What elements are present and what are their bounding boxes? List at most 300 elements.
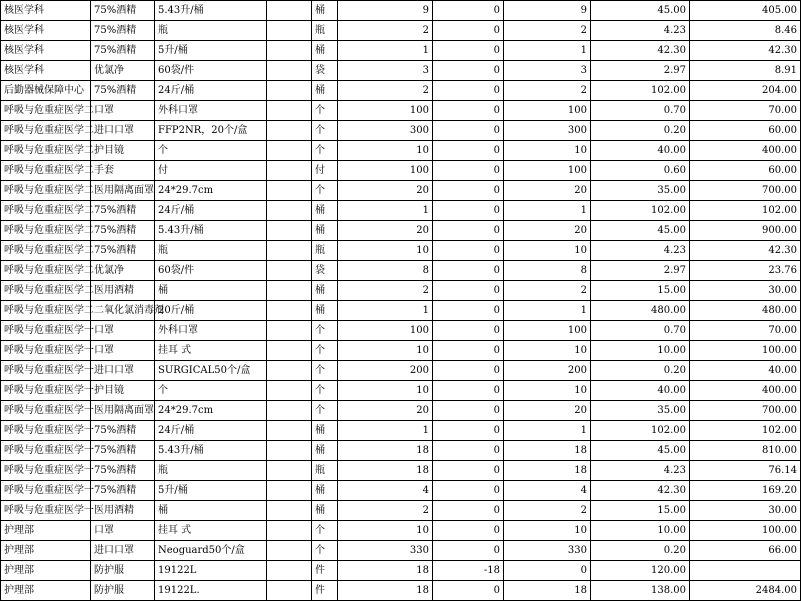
specification-cell: 24斤/桶 xyxy=(155,201,267,221)
adjustment-cell: 0 xyxy=(433,461,504,481)
specification-cell: Neoguard50个/盒 xyxy=(155,541,267,561)
specification-cell: 60袋/件 xyxy=(155,261,267,281)
blank-cell xyxy=(267,281,312,301)
blank-cell xyxy=(267,501,312,521)
blank-cell xyxy=(267,261,312,281)
balance-cell: 300 xyxy=(504,121,591,141)
blank-cell xyxy=(267,141,312,161)
unit-price-cell: 102.00 xyxy=(591,201,690,221)
specification-cell: 20斤/桶 xyxy=(155,301,267,321)
amount-cell: 700.00 xyxy=(690,181,801,201)
unit-cell: 个 xyxy=(312,341,338,361)
item-name-cell: 75%酒精 xyxy=(91,1,155,21)
blank-cell xyxy=(267,21,312,41)
specification-cell: FFP2NR，20个/盒 xyxy=(155,121,267,141)
department-cell: 核医学科 xyxy=(1,41,91,61)
amount-cell: 204.00 xyxy=(690,81,801,101)
table-row xyxy=(1,441,801,461)
unit-cell: 个 xyxy=(312,361,338,381)
adjustment-cell: 0 xyxy=(433,521,504,541)
specification-cell: 瓶 xyxy=(155,21,267,41)
specification-cell: 24*29.7cm xyxy=(155,181,267,201)
department-cell: 呼吸与危重症医学二 xyxy=(1,121,91,141)
specification-cell: 5.43升/桶 xyxy=(155,441,267,461)
blank-cell xyxy=(267,521,312,541)
item-name-cell: 口罩 xyxy=(91,521,155,541)
balance-cell: 10 xyxy=(504,141,591,161)
table-row xyxy=(1,401,801,421)
adjustment-cell: 0 xyxy=(433,261,504,281)
specification-cell: 5升/桶 xyxy=(155,41,267,61)
item-name-cell: 医用隔离面罩 xyxy=(91,181,155,201)
table-row xyxy=(1,261,801,281)
blank-cell xyxy=(267,321,312,341)
department-cell: 呼吸与危重症医学一 xyxy=(1,341,91,361)
specification-cell: 5升/桶 xyxy=(155,481,267,501)
department-cell: 呼吸与危重症医学二 xyxy=(1,181,91,201)
balance-cell: 100 xyxy=(504,161,591,181)
unit-cell: 桶 xyxy=(312,481,338,501)
adjustment-cell: 0 xyxy=(433,421,504,441)
quantity-cell: 10 xyxy=(338,241,433,261)
amount-cell: 42.30 xyxy=(690,241,801,261)
item-name-cell: 75%酒精 xyxy=(91,221,155,241)
item-name-cell: 进口口罩 xyxy=(91,541,155,561)
item-name-cell: 防护服 xyxy=(91,561,155,581)
balance-cell: 10 xyxy=(504,241,591,261)
quantity-cell: 1 xyxy=(338,201,433,221)
balance-cell: 10 xyxy=(504,381,591,401)
unit-cell: 桶 xyxy=(312,221,338,241)
blank-cell xyxy=(267,81,312,101)
adjustment-cell: 0 xyxy=(433,181,504,201)
amount-cell: 30.00 xyxy=(690,501,801,521)
quantity-cell: 10 xyxy=(338,381,433,401)
item-name-cell: 75%酒精 xyxy=(91,441,155,461)
unit-price-cell: 0.20 xyxy=(591,361,690,381)
department-cell: 护理部 xyxy=(1,541,91,561)
adjustment-cell: 0 xyxy=(433,301,504,321)
quantity-cell: 18 xyxy=(338,581,433,601)
balance-cell: 2 xyxy=(504,21,591,41)
table-row xyxy=(1,121,801,141)
amount-cell: 102.00 xyxy=(690,421,801,441)
adjustment-cell: 0 xyxy=(433,121,504,141)
item-name-cell: 护目镜 xyxy=(91,381,155,401)
amount-cell: 100.00 xyxy=(690,341,801,361)
table-row xyxy=(1,61,801,81)
blank-cell xyxy=(267,121,312,141)
unit-price-cell: 0.70 xyxy=(591,101,690,121)
adjustment-cell: 0 xyxy=(433,321,504,341)
department-cell: 护理部 xyxy=(1,561,91,581)
unit-price-cell: 4.23 xyxy=(591,21,690,41)
balance-cell: 200 xyxy=(504,361,591,381)
department-cell: 呼吸与危重症医学二 xyxy=(1,281,91,301)
quantity-cell: 1 xyxy=(338,301,433,321)
department-cell: 呼吸与危重症医学一 xyxy=(1,321,91,341)
quantity-cell: 20 xyxy=(338,221,433,241)
unit-price-cell: 15.00 xyxy=(591,281,690,301)
quantity-cell: 100 xyxy=(338,321,433,341)
department-cell: 呼吸与危重症医学一 xyxy=(1,481,91,501)
specification-cell: 桶 xyxy=(155,501,267,521)
quantity-cell: 200 xyxy=(338,361,433,381)
item-name-cell: 75%酒精 xyxy=(91,241,155,261)
adjustment-cell: 0 xyxy=(433,241,504,261)
table-row xyxy=(1,281,801,301)
item-name-cell: 口罩 xyxy=(91,101,155,121)
specification-cell: 19122L xyxy=(155,561,267,581)
quantity-cell: 18 xyxy=(338,561,433,581)
department-cell: 护理部 xyxy=(1,581,91,601)
table-body xyxy=(1,1,801,601)
department-cell: 呼吸与危重症医学二 xyxy=(1,161,91,181)
item-name-cell: 75%酒精 xyxy=(91,81,155,101)
table-row xyxy=(1,501,801,521)
item-name-cell: 医用酒精 xyxy=(91,501,155,521)
unit-cell: 个 xyxy=(312,121,338,141)
balance-cell: 3 xyxy=(504,61,591,81)
specification-cell: 挂耳 式 xyxy=(155,341,267,361)
unit-cell: 瓶 xyxy=(312,461,338,481)
specification-cell: 60袋/件 xyxy=(155,61,267,81)
blank-cell xyxy=(267,421,312,441)
specification-cell: 24斤/桶 xyxy=(155,421,267,441)
adjustment-cell: 0 xyxy=(433,41,504,61)
adjustment-cell: 0 xyxy=(433,61,504,81)
unit-cell: 件 xyxy=(312,561,338,581)
quantity-cell: 300 xyxy=(338,121,433,141)
unit-cell: 桶 xyxy=(312,421,338,441)
balance-cell: 0 xyxy=(504,561,591,581)
quantity-cell: 100 xyxy=(338,101,433,121)
specification-cell: 外科口罩 xyxy=(155,101,267,121)
unit-cell: 个 xyxy=(312,521,338,541)
quantity-cell: 9 xyxy=(338,1,433,21)
amount-cell: 810.00 xyxy=(690,441,801,461)
item-name-cell: 优氯净 xyxy=(91,261,155,281)
blank-cell xyxy=(267,481,312,501)
unit-price-cell: 0.20 xyxy=(591,541,690,561)
department-cell: 呼吸与危重症医学二 xyxy=(1,141,91,161)
adjustment-cell: 0 xyxy=(433,401,504,421)
adjustment-cell: 0 xyxy=(433,361,504,381)
balance-cell: 330 xyxy=(504,541,591,561)
department-cell: 核医学科 xyxy=(1,1,91,21)
table-row xyxy=(1,81,801,101)
table-row xyxy=(1,341,801,361)
specification-cell: 桶 xyxy=(155,281,267,301)
item-name-cell: 75%酒精 xyxy=(91,21,155,41)
unit-cell: 个 xyxy=(312,401,338,421)
adjustment-cell: -18 xyxy=(433,561,504,581)
adjustment-cell: 0 xyxy=(433,161,504,181)
adjustment-cell: 0 xyxy=(433,381,504,401)
quantity-cell: 10 xyxy=(338,341,433,361)
unit-cell: 桶 xyxy=(312,81,338,101)
unit-cell: 个 xyxy=(312,181,338,201)
unit-price-cell: 2.97 xyxy=(591,261,690,281)
unit-cell: 桶 xyxy=(312,41,338,61)
item-name-cell: 75%酒精 xyxy=(91,421,155,441)
unit-price-cell: 45.00 xyxy=(591,221,690,241)
unit-price-cell: 0.60 xyxy=(591,161,690,181)
unit-price-cell: 0.20 xyxy=(591,121,690,141)
unit-cell: 桶 xyxy=(312,301,338,321)
balance-cell: 18 xyxy=(504,461,591,481)
table-row xyxy=(1,1,801,21)
department-cell: 呼吸与危重症医学一 xyxy=(1,381,91,401)
amount-cell: 76.14 xyxy=(690,461,801,481)
amount-cell: 70.00 xyxy=(690,101,801,121)
blank-cell xyxy=(267,561,312,581)
quantity-cell: 2 xyxy=(338,81,433,101)
balance-cell: 1 xyxy=(504,201,591,221)
table-row xyxy=(1,161,801,181)
amount-cell: 8.46 xyxy=(690,21,801,41)
blank-cell xyxy=(267,361,312,381)
unit-price-cell: 35.00 xyxy=(591,401,690,421)
specification-cell: 个 xyxy=(155,141,267,161)
balance-cell: 20 xyxy=(504,401,591,421)
amount-cell: 2484.00 xyxy=(690,581,801,601)
blank-cell xyxy=(267,441,312,461)
adjustment-cell: 0 xyxy=(433,581,504,601)
amount-cell: 60.00 xyxy=(690,121,801,141)
item-name-cell: 手套 xyxy=(91,161,155,181)
department-cell: 呼吸与危重症医学二 xyxy=(1,221,91,241)
quantity-cell: 10 xyxy=(338,141,433,161)
amount-cell: 66.00 xyxy=(690,541,801,561)
quantity-cell: 330 xyxy=(338,541,433,561)
adjustment-cell: 0 xyxy=(433,21,504,41)
amount-cell: 40.00 xyxy=(690,361,801,381)
department-cell: 核医学科 xyxy=(1,21,91,41)
specification-cell: SURGICAL50个/盒 xyxy=(155,361,267,381)
specification-cell: 24斤/桶 xyxy=(155,81,267,101)
balance-cell: 100 xyxy=(504,321,591,341)
balance-cell: 2 xyxy=(504,281,591,301)
blank-cell xyxy=(267,301,312,321)
quantity-cell: 2 xyxy=(338,281,433,301)
amount-cell: 23.76 xyxy=(690,261,801,281)
table-row xyxy=(1,361,801,381)
unit-cell: 个 xyxy=(312,321,338,341)
blank-cell xyxy=(267,221,312,241)
department-cell: 呼吸与危重症医学一 xyxy=(1,361,91,381)
blank-cell xyxy=(267,461,312,481)
unit-cell: 瓶 xyxy=(312,21,338,41)
quantity-cell: 18 xyxy=(338,461,433,481)
unit-price-cell: 102.00 xyxy=(591,421,690,441)
quantity-cell: 2 xyxy=(338,501,433,521)
item-name-cell: 75%酒精 xyxy=(91,461,155,481)
balance-cell: 20 xyxy=(504,221,591,241)
item-name-cell: 进口口罩 xyxy=(91,121,155,141)
table-row xyxy=(1,101,801,121)
balance-cell: 1 xyxy=(504,301,591,321)
department-cell: 核医学科 xyxy=(1,61,91,81)
unit-price-cell: 2.97 xyxy=(591,61,690,81)
unit-cell: 付 xyxy=(312,161,338,181)
specification-cell: 5.43升/桶 xyxy=(155,1,267,21)
unit-price-cell: 45.00 xyxy=(591,441,690,461)
department-cell: 呼吸与危重症医学一 xyxy=(1,421,91,441)
adjustment-cell: 0 xyxy=(433,81,504,101)
department-cell: 呼吸与危重症医学二 xyxy=(1,301,91,321)
unit-cell: 件 xyxy=(312,581,338,601)
table-row xyxy=(1,201,801,221)
table-row xyxy=(1,21,801,41)
table-row xyxy=(1,581,801,601)
department-cell: 后勤器械保障中心 xyxy=(1,81,91,101)
adjustment-cell: 0 xyxy=(433,441,504,461)
quantity-cell: 2 xyxy=(338,21,433,41)
table-row xyxy=(1,381,801,401)
amount-cell: 42.30 xyxy=(690,41,801,61)
balance-cell: 10 xyxy=(504,521,591,541)
specification-cell: 19122L. xyxy=(155,581,267,601)
specification-cell: 5.43升/桶 xyxy=(155,221,267,241)
amount-cell: 169.20 xyxy=(690,481,801,501)
balance-cell: 1 xyxy=(504,421,591,441)
table-row xyxy=(1,421,801,441)
blank-cell xyxy=(267,341,312,361)
table-row xyxy=(1,241,801,261)
amount-cell: 400.00 xyxy=(690,141,801,161)
table-row xyxy=(1,461,801,481)
balance-cell: 2 xyxy=(504,81,591,101)
unit-cell: 桶 xyxy=(312,441,338,461)
department-cell: 呼吸与危重症医学二 xyxy=(1,201,91,221)
amount-cell: 480.00 xyxy=(690,301,801,321)
specification-cell: 瓶 xyxy=(155,241,267,261)
quantity-cell: 20 xyxy=(338,401,433,421)
specification-cell: 瓶 xyxy=(155,461,267,481)
table-row xyxy=(1,221,801,241)
quantity-cell: 4 xyxy=(338,481,433,501)
balance-cell: 18 xyxy=(504,581,591,601)
balance-cell: 18 xyxy=(504,441,591,461)
specification-cell: 挂耳 式 xyxy=(155,521,267,541)
unit-price-cell: 0.70 xyxy=(591,321,690,341)
blank-cell xyxy=(267,61,312,81)
amount-cell: 405.00 xyxy=(690,1,801,21)
unit-price-cell: 42.30 xyxy=(591,41,690,61)
blank-cell xyxy=(267,541,312,561)
blank-cell xyxy=(267,581,312,601)
adjustment-cell: 0 xyxy=(433,101,504,121)
quantity-cell: 3 xyxy=(338,61,433,81)
unit-price-cell: 138.00 xyxy=(591,581,690,601)
item-name-cell: 口罩 xyxy=(91,321,155,341)
blank-cell xyxy=(267,101,312,121)
quantity-cell: 100 xyxy=(338,161,433,181)
quantity-cell: 18 xyxy=(338,441,433,461)
table-row xyxy=(1,181,801,201)
item-name-cell: 口罩 xyxy=(91,341,155,361)
unit-cell: 个 xyxy=(312,141,338,161)
quantity-cell: 10 xyxy=(338,521,433,541)
adjustment-cell: 0 xyxy=(433,341,504,361)
amount-cell: 8.91 xyxy=(690,61,801,81)
unit-price-cell: 40.00 xyxy=(591,381,690,401)
specification-cell: 付 xyxy=(155,161,267,181)
item-name-cell: 优氯净 xyxy=(91,61,155,81)
blank-cell xyxy=(267,241,312,261)
item-name-cell: 75%酒精 xyxy=(91,41,155,61)
amount-cell: 70.00 xyxy=(690,321,801,341)
amount-cell: 30.00 xyxy=(690,281,801,301)
adjustment-cell: 0 xyxy=(433,541,504,561)
adjustment-cell: 0 xyxy=(433,481,504,501)
unit-price-cell: 35.00 xyxy=(591,181,690,201)
adjustment-cell: 0 xyxy=(433,281,504,301)
blank-cell xyxy=(267,181,312,201)
blank-cell xyxy=(267,41,312,61)
balance-cell: 9 xyxy=(504,1,591,21)
quantity-cell: 1 xyxy=(338,41,433,61)
balance-cell: 10 xyxy=(504,341,591,361)
adjustment-cell: 0 xyxy=(433,221,504,241)
department-cell: 呼吸与危重症医学二 xyxy=(1,101,91,121)
unit-price-cell: 120.00 xyxy=(591,561,690,581)
table-row xyxy=(1,541,801,561)
unit-cell: 袋 xyxy=(312,261,338,281)
department-cell: 呼吸与危重症医学一 xyxy=(1,441,91,461)
unit-cell: 个 xyxy=(312,381,338,401)
amount-cell: 700.00 xyxy=(690,401,801,421)
item-name-cell: 防护服 xyxy=(91,581,155,601)
department-cell: 呼吸与危重症医学二 xyxy=(1,261,91,281)
unit-price-cell: 10.00 xyxy=(591,341,690,361)
quantity-cell: 1 xyxy=(338,421,433,441)
adjustment-cell: 0 xyxy=(433,201,504,221)
table-row xyxy=(1,141,801,161)
item-name-cell: 护目镜 xyxy=(91,141,155,161)
unit-cell: 个 xyxy=(312,101,338,121)
blank-cell xyxy=(267,381,312,401)
item-name-cell: 医用隔离面罩 xyxy=(91,401,155,421)
unit-cell: 桶 xyxy=(312,281,338,301)
unit-price-cell: 4.23 xyxy=(591,461,690,481)
unit-price-cell: 480.00 xyxy=(591,301,690,321)
amount-cell: 900.00 xyxy=(690,221,801,241)
amount-cell xyxy=(690,561,801,581)
blank-cell xyxy=(267,201,312,221)
unit-cell: 个 xyxy=(312,541,338,561)
item-name-cell: 75%酒精 xyxy=(91,201,155,221)
balance-cell: 20 xyxy=(504,181,591,201)
item-name-cell: 进口口罩 xyxy=(91,361,155,381)
amount-cell: 100.00 xyxy=(690,521,801,541)
unit-cell: 桶 xyxy=(312,501,338,521)
balance-cell: 2 xyxy=(504,501,591,521)
item-name-cell: 75%酒精 xyxy=(91,481,155,501)
department-cell: 呼吸与危重症医学一 xyxy=(1,501,91,521)
unit-price-cell: 10.00 xyxy=(591,521,690,541)
balance-cell: 4 xyxy=(504,481,591,501)
balance-cell: 100 xyxy=(504,101,591,121)
amount-cell: 400.00 xyxy=(690,381,801,401)
table-row xyxy=(1,301,801,321)
table-row xyxy=(1,481,801,501)
unit-price-cell: 45.00 xyxy=(591,1,690,21)
quantity-cell: 20 xyxy=(338,181,433,201)
item-name-cell: 二氧化氯消毒剂 xyxy=(91,301,155,321)
blank-cell xyxy=(267,1,312,21)
